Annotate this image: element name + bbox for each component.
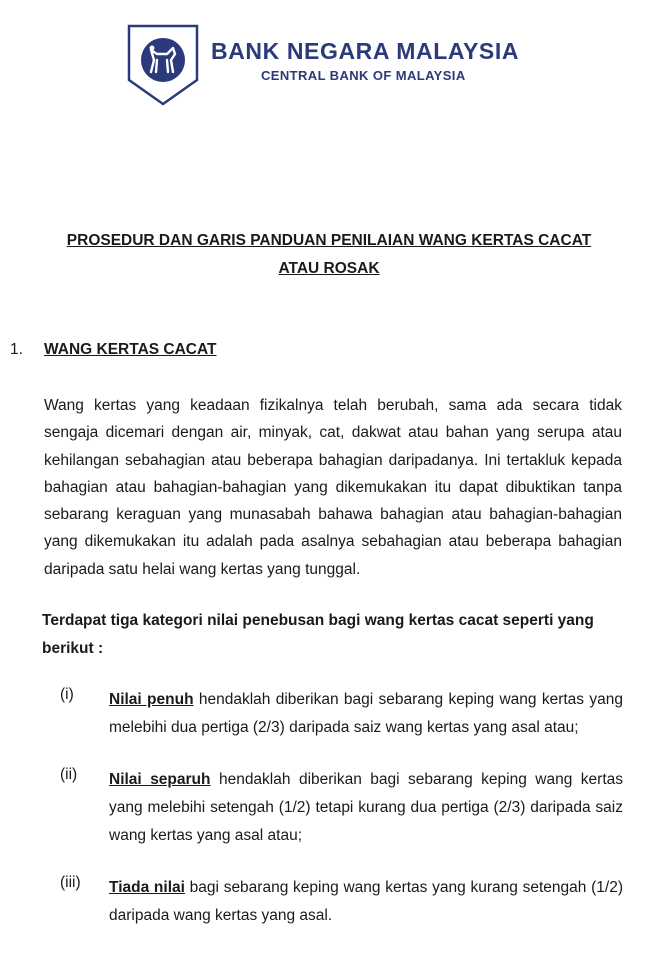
bank-crest-logo [127, 24, 199, 106]
list-item-keyword: Nilai separuh [109, 771, 211, 788]
document-title-line1: PROSEDUR DAN GARIS PANDUAN PENILAIAN WANG KERTAS CACAT [66, 232, 592, 249]
list-item-text [109, 766, 623, 850]
document-title-line2: ATAU ROSAK [278, 260, 380, 277]
list-item-description: hendaklah diberikan bagi sebarang keping wang kertas yang melebihi setengah (1/2) tetapi kurang dua pertiga (2/3) daripada saiz wang kertas yang asal atau; [109, 771, 623, 844]
list-item-description: hendaklah diberikan bagi sebarang keping wang kertas yang melebihi dua pertiga (2/3) daripada saiz wang kertas yang asal atau; [109, 691, 623, 736]
list-item-description: bagi sebarang keping wang kertas yang kurang setengah (1/2) daripada wang kertas yang asal. [109, 879, 623, 924]
list-item-text [109, 686, 623, 742]
list-item-number: (iii) [60, 874, 81, 891]
section-number: 1. [10, 341, 23, 358]
list-item-number: (ii) [60, 766, 78, 783]
letterhead [127, 24, 527, 106]
categories-intro: Terdapat tiga kategori nilai penebusan bagi wang kertas cacat seperti yang berikut : [42, 612, 594, 657]
list-item-keyword: Tiada nilai [109, 879, 185, 896]
list-item-keyword: Nilai penuh [109, 691, 194, 708]
section-heading: WANG KERTAS CACAT [44, 341, 217, 358]
bank-subtitle: CENTRAL BANK OF MALAYSIA [261, 68, 466, 83]
section-paragraph: Wang kertas yang keadaan fizikalnya telah berubah, sama ada secara tidak sengaja dicemari dengan air, minyak, cat, dakwat atau bahan yang serupa atau kehilangan sebahagian atau beberapa bahagian daripadanya. Ini tertakluk kepada bahagian atau bahagian-bahagian yang dikemukakan itu dapat dibuktikan tanpa sebarang keraguan yang munasabah bahawa bahagian atau bahagian-bahagian yang dikemukakan itu adalah pada asalnya sebahagian atau beberapa bahagian daripada satu helai wang kertas yang tunggal. [44, 397, 622, 578]
bank-name: BANK NEGARA MALAYSIA [211, 38, 520, 64]
list-item-number: (i) [60, 686, 74, 703]
list-item-text [109, 874, 623, 930]
